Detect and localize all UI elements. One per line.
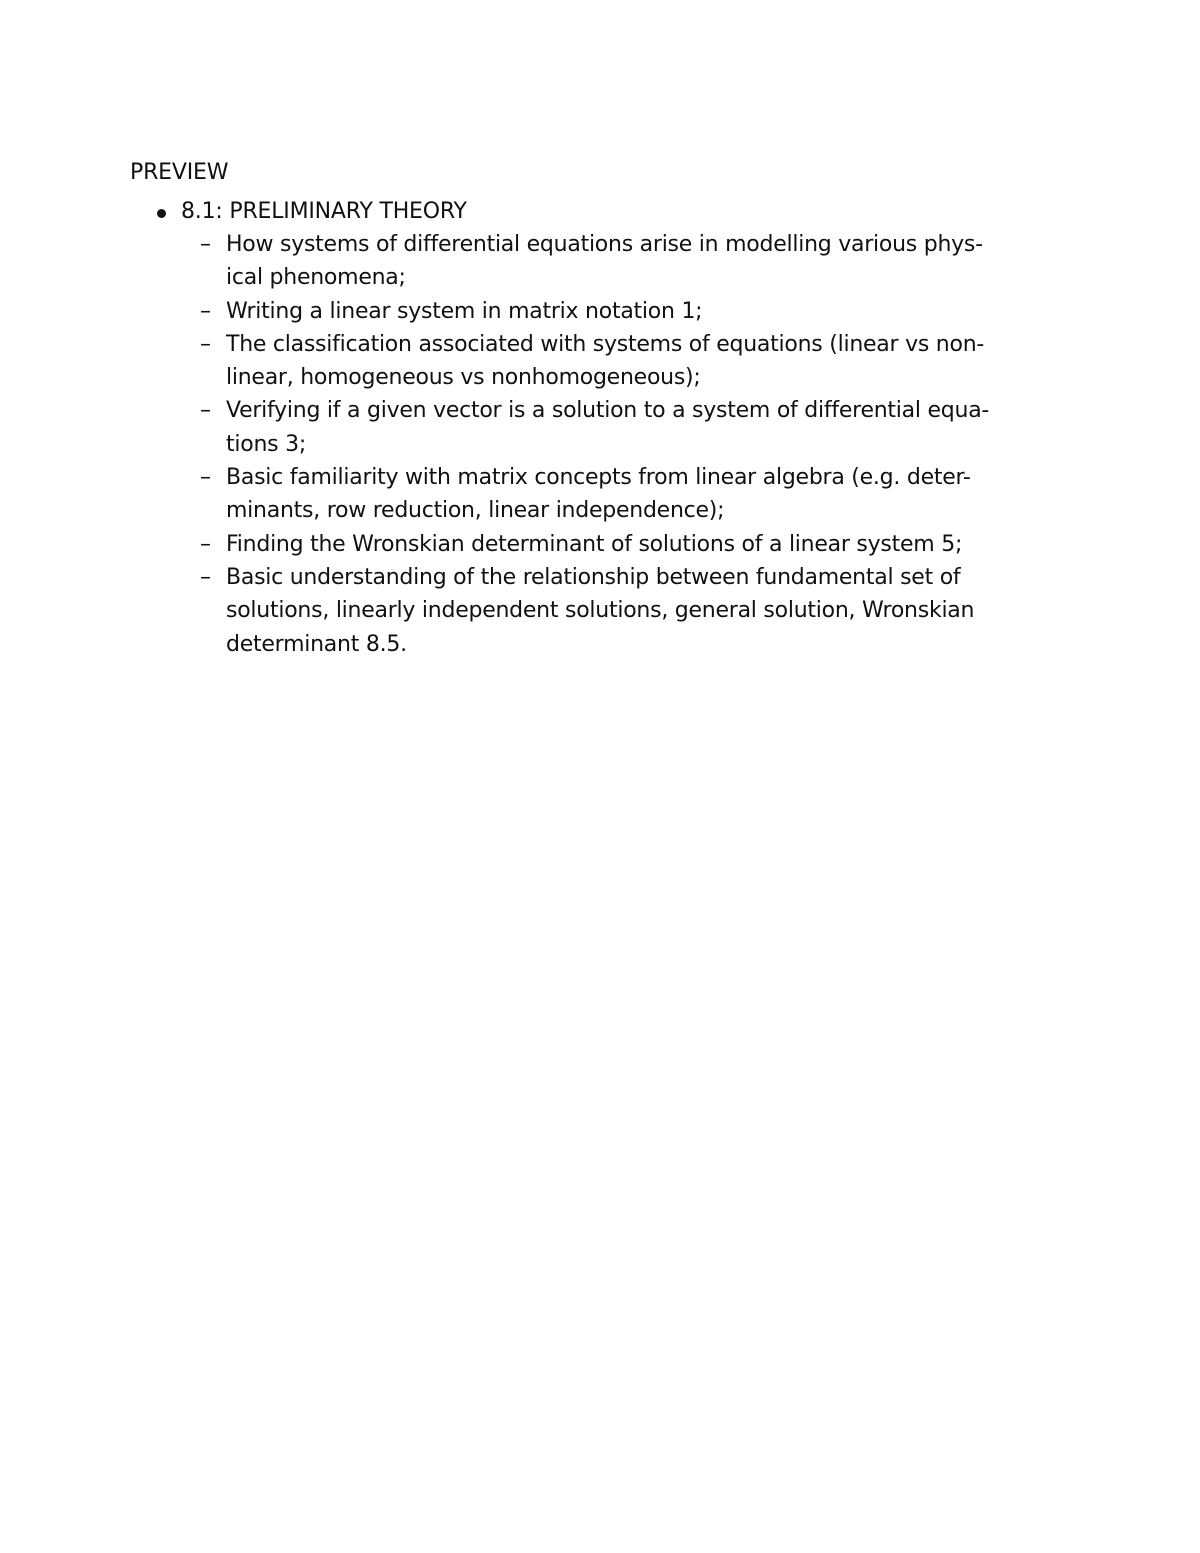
topic-item bbox=[200, 394, 1095, 461]
topic-text: Finding the Wronskian determinant of solutions of a linear system 5; bbox=[226, 531, 963, 557]
topic-item bbox=[200, 295, 1095, 328]
page-heading: PREVIEW bbox=[130, 160, 229, 185]
topic-text: Basic familiarity with matrix concepts from linear algebra (e.g. deter- minants, row reduction, linear independence); bbox=[226, 465, 971, 524]
topic-text: Writing a linear system in matrix notation 1; bbox=[226, 298, 703, 324]
topic-item bbox=[200, 528, 1095, 561]
dash-icon: – bbox=[200, 398, 211, 424]
topic-item bbox=[200, 328, 1095, 395]
topic-item bbox=[200, 561, 1095, 661]
dash-icon: – bbox=[200, 465, 211, 491]
dash-icon: – bbox=[200, 331, 211, 357]
section-title-row bbox=[155, 195, 1115, 228]
section-title: 8.1: PRELIMINARY THEORY bbox=[181, 199, 467, 224]
topic-item bbox=[200, 228, 1095, 295]
dash-icon: – bbox=[200, 298, 211, 324]
dash-icon: – bbox=[200, 564, 211, 590]
dash-icon: – bbox=[200, 232, 211, 257]
topic-text: Basic understanding of the relationship between fundamental set of solutions, linearly independent solutions, general solution, Wronskian determinant 8.5. bbox=[226, 564, 975, 657]
section-8-1 bbox=[155, 195, 1115, 661]
topic-list bbox=[200, 228, 1095, 661]
bullet-icon bbox=[157, 209, 166, 218]
topic-item bbox=[200, 461, 1095, 528]
dash-icon: – bbox=[200, 531, 211, 557]
topic-text: The classification associated with systems of equations (linear vs non- linear, homogeneous vs nonhomogeneous); bbox=[226, 331, 985, 391]
topic-text: Verifying if a given vector is a solution to a system of differential equa- tions 3; bbox=[226, 398, 990, 457]
topic-text: How systems of differential equations arise in modelling various phys- ical phenomena; bbox=[226, 232, 983, 291]
